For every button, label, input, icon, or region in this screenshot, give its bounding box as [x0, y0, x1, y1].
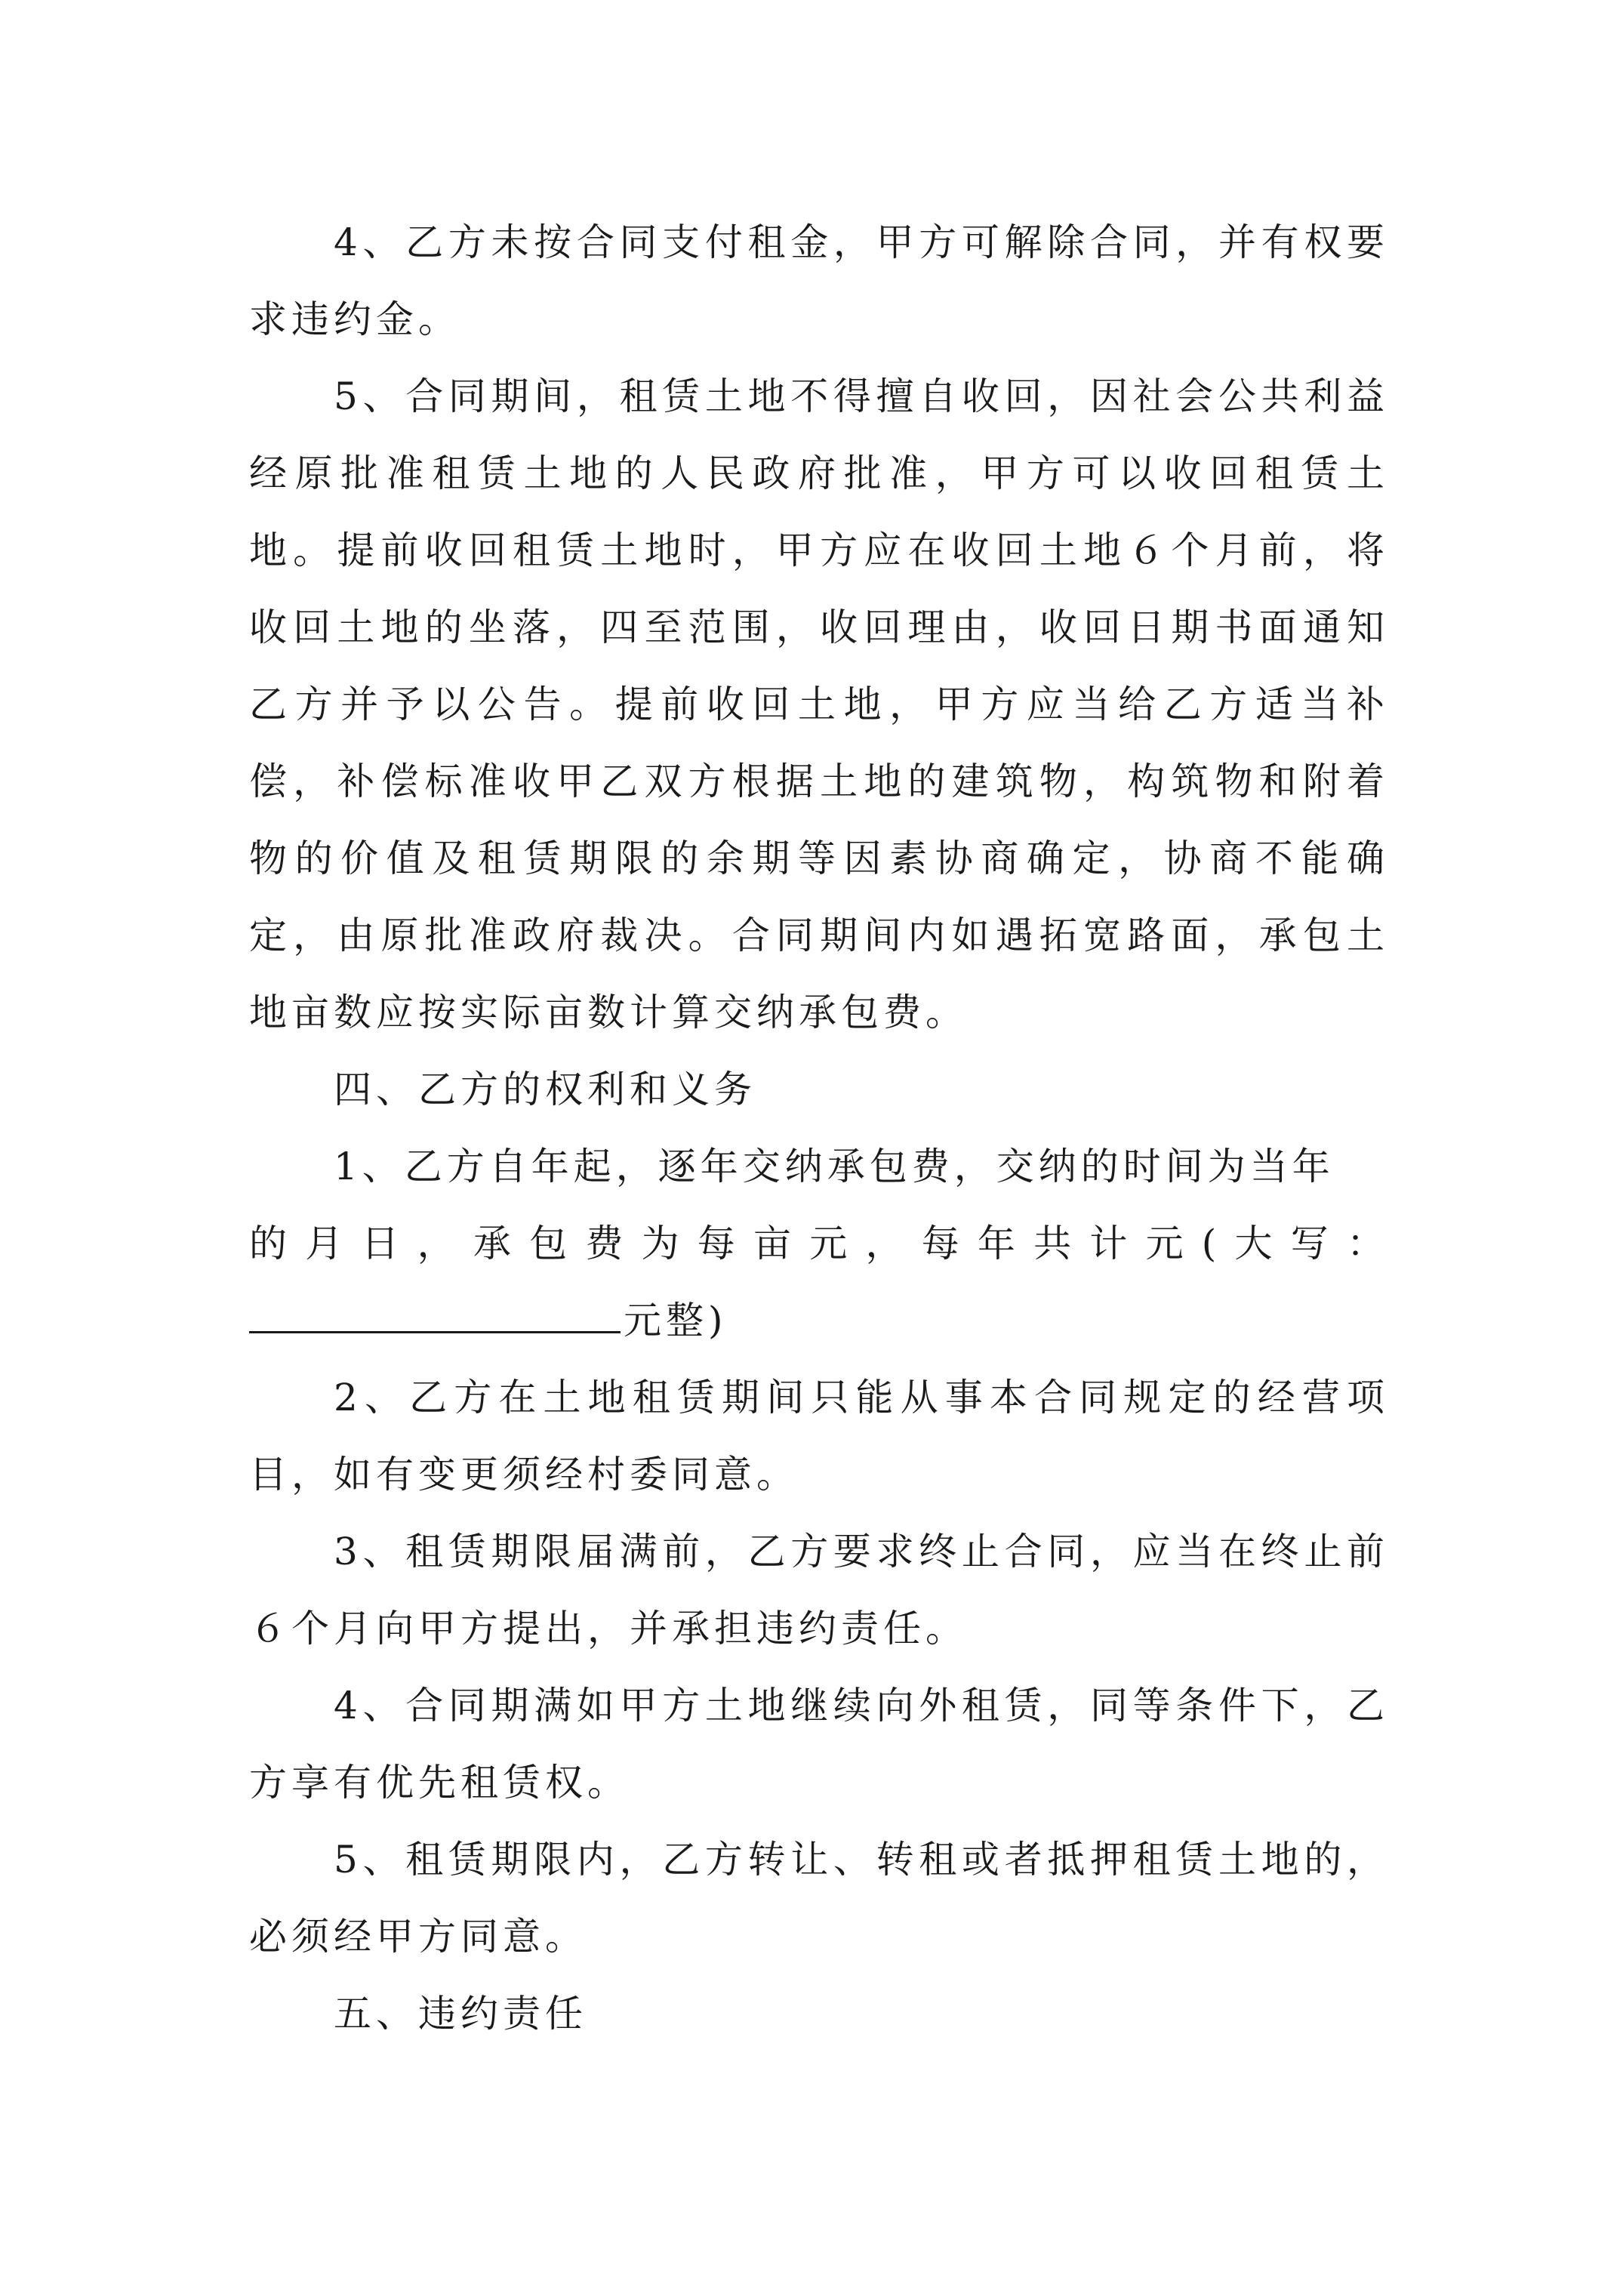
clause-4-4: 4、合同期满如甲方土地继续向外租赁，同等条件下，乙方享有优先租赁权。: [249, 1684, 1389, 1804]
clause-4-2: 2、乙方在土地租赁期间只能从事本合同规定的经营项目，如有变更须经村委同意。: [249, 1376, 1389, 1496]
document-body: [249, 204, 1389, 2052]
clause-4-1: [249, 1128, 1389, 1359]
clause-3-5: 5、合同期间，租赁土地不得擅自收回，因社会公共利益经原批准租赁土地的人民政府批准，甲方可以收回租赁土地。提前收回租赁土地时，甲方应在收回土地６个月前，将收回土地的坐落，四至范围，收回理由，收回日期书面通知乙方并予以公告。提前收回土地，甲方应当给乙方适当补偿，补偿标准收甲乙双方根据土地的建筑物，构筑物和附着物的价值及租赁期限的余期等因素协商确定，协商不能确定，由原批准政府裁决。合同期间内如遇拓宽路面，承包土地亩数应按实际亩数计算交纳承包费。: [249, 374, 1389, 1034]
clause-4-1-line2: 的月日，承包费为每亩元，每年共计元(大写：: [249, 1222, 1389, 1265]
clause-4-1-line1: 1、乙方自年起，逐年交纳承包费，交纳的时间为当年: [334, 1145, 1335, 1188]
clause-4-1-line3: [249, 1282, 1389, 1359]
amount-suffix: 元整): [624, 1299, 728, 1342]
clause-4-3: 3、租赁期限届满前，乙方要求终止合同，应当在终止前６个月向甲方提出，并承担违约责任。: [249, 1530, 1389, 1650]
clause-3-4: 4、乙方未按合同支付租金，甲方可解除合同，并有权要求违约金。: [249, 220, 1389, 341]
section-five-heading: 五、违约责任: [334, 1992, 587, 2036]
amount-blank-line: [249, 1286, 621, 1333]
section-four-heading: 四、乙方的权利和义务: [334, 1068, 756, 1111]
clause-4-5: 5、租赁期限内，乙方转让、转租或者抵押租赁土地的，必须经甲方同意。: [249, 1838, 1389, 1959]
